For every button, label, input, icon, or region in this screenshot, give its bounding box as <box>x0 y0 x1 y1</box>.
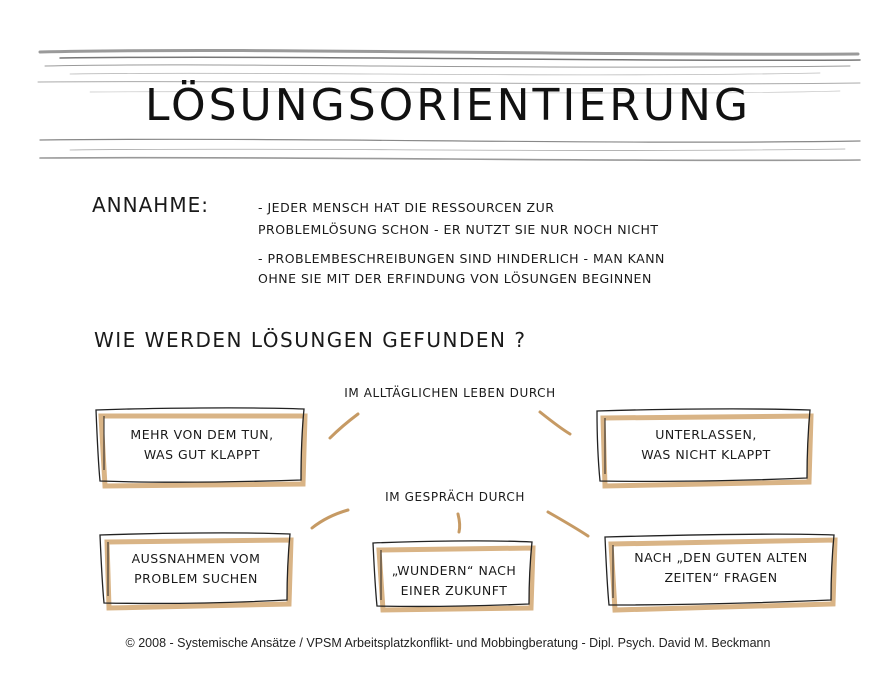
annahme-line-2: PROBLEMLÖSUNG SCHON - ER NUTZT SIE NUR NOCH NICHT <box>258 222 659 237</box>
alltag-right-line-2: WAS NICHT KLAPPT <box>641 447 771 462</box>
gespraech-right-line-1: NACH „DEN GUTEN ALTEN <box>634 550 808 565</box>
alltag-left-line-2: WAS GUT KLAPPT <box>143 447 261 462</box>
gespraech-left-line-2: PROBLEM SUCHEN <box>134 571 258 586</box>
gespraech-left-box <box>104 549 288 589</box>
connector-lines <box>312 412 588 536</box>
alltag-left-line-1: MEHR VON DEM TUN, <box>130 427 274 442</box>
annahme-line-3: - PROBLEMBESCHREIBUNGEN SIND HINDERLICH - MAN KANN <box>258 251 665 266</box>
question-heading: WIE WERDEN LÖSUNGEN GEFUNDEN ? <box>94 328 527 352</box>
annahme-line-1: - JEDER MENSCH HAT DIE RESSOURCEN ZUR <box>258 200 555 215</box>
gespraech-middle-line-1: „WUNDERN“ NACH <box>391 563 517 578</box>
gespraech-middle-line-2: EINER ZUKUNFT <box>400 583 508 598</box>
gespraech-left-line-1: AUSSNAHMEN VOM <box>131 551 261 566</box>
gespraech-middle-box <box>376 561 532 601</box>
alltag-right-box <box>604 425 808 465</box>
alltag-left-box <box>102 425 302 465</box>
annahme-line-4: OHNE SIE MIT DER ERFINDUNG VON LÖSUNGEN BEGINNEN <box>258 271 652 286</box>
footer-copyright: © 2008 - Systemische Ansätze / VPSM Arbeitsplatzkonflikt- und Mobbingberatung - Dipl. Psych. David M. Beckmann <box>125 636 771 650</box>
gespraech-heading: IM GESPRÄCH DURCH <box>385 490 525 504</box>
alltag-right-line-1: UNTERLASSEN, <box>655 427 757 442</box>
alltag-heading: IM ALLTÄGLICHEN LEBEN DURCH <box>344 386 556 400</box>
annahme-label: ANNAHME: <box>92 193 209 217</box>
gespraech-right-line-2: ZEITEN“ FRAGEN <box>664 570 778 585</box>
gespraech-right-box <box>608 548 834 588</box>
page-title: LÖSUNGSORIENTIERUNG <box>145 80 751 131</box>
